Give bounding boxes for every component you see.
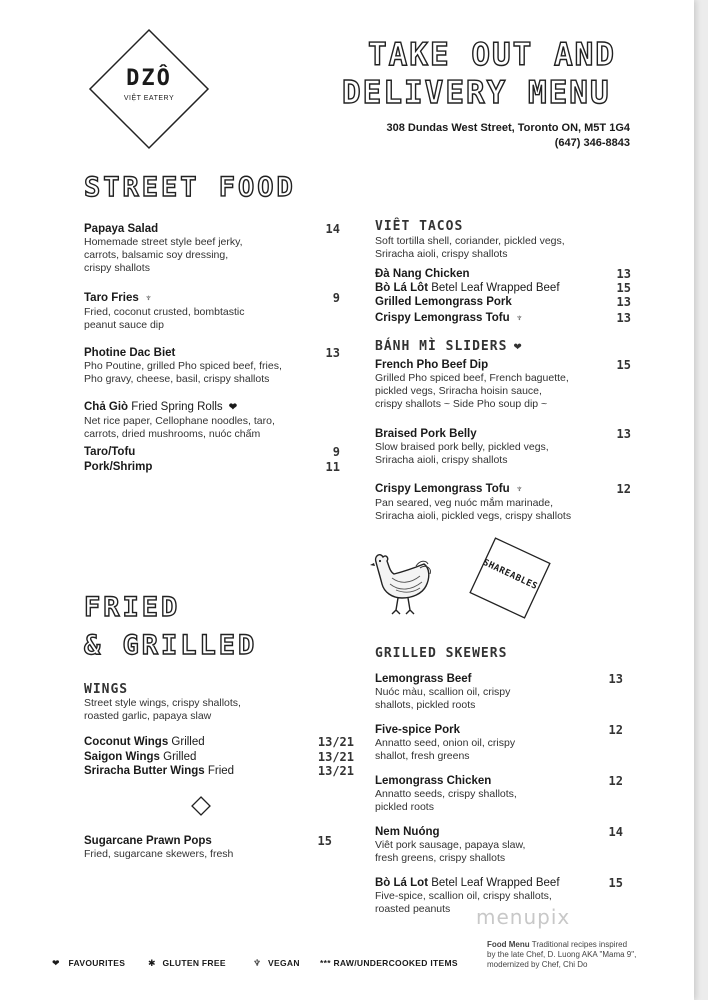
heart-icon: ❤ <box>228 402 238 413</box>
vegan-icon: ♆ <box>144 293 153 304</box>
item-price: 13 <box>616 427 631 441</box>
footnote <box>487 940 657 970</box>
item-name: Pork/Shrimp <box>84 461 153 473</box>
menu-item-lemongrass-tofu-taco <box>375 311 631 326</box>
item-desc: peanut sauce dip <box>84 319 164 331</box>
item-price: 13 <box>616 311 631 325</box>
menu-item-pork-shrimp <box>84 460 340 474</box>
item-desc: carrots, dried mushrooms, nuóc chấm <box>84 428 261 440</box>
footnote-line: by the late Chef, D. Luong AKA "Mama 9", <box>487 950 637 959</box>
item-name-suffix: Fried <box>204 765 235 777</box>
menu-item-lemongrass-beef <box>375 672 623 712</box>
item-desc: Grilled Pho spiced beef, French baguette, <box>375 372 569 384</box>
fried-title-line2: & GRILLED <box>84 630 258 661</box>
item-desc: Pan seared, veg nuóc mắm marinade, <box>375 497 554 509</box>
divider-diamond-icon <box>191 796 211 816</box>
item-price: 11 <box>325 460 340 474</box>
legend-vegan <box>253 958 300 969</box>
heart-icon: ❤ <box>513 342 523 353</box>
logo-tagline: VIỆT EATERY <box>123 95 175 102</box>
banh-mi-title <box>375 339 523 354</box>
item-price: 9 <box>332 445 340 459</box>
menu-item-french-pho-beef-dip <box>375 358 631 411</box>
menu-item-nem-nuong <box>375 825 623 865</box>
item-price: 13 <box>325 346 340 360</box>
item-name-suffix: Betel Leaf Wrapped Beef <box>428 282 560 294</box>
vegan-icon: ♆ <box>515 313 524 324</box>
heart-icon: ❤ <box>52 959 60 969</box>
item-desc: Net rice paper, Cellophane noodles, taro, <box>84 415 275 427</box>
item-name: Đà Nang Chicken <box>375 268 470 280</box>
item-desc: Sriracha aioli, crispy shallots <box>375 454 508 466</box>
logo-name: DZÔ <box>126 66 172 91</box>
item-price: 14 <box>608 825 623 839</box>
leaf-icon: ♆ <box>253 959 262 969</box>
item-price: 9 <box>332 291 340 305</box>
watermark: menupix <box>476 905 571 929</box>
item-price: 13/21 <box>317 735 354 749</box>
item-name: Grilled Lemongrass Pork <box>375 296 512 308</box>
shareables-label: SHAREABLES <box>481 557 539 593</box>
menu-item-sugarcane-prawn-pops <box>84 834 332 861</box>
item-name-suffix: Grilled <box>168 736 205 748</box>
item-price: 13/21 <box>317 764 354 778</box>
item-desc: Annatto seed, onion oil, crispy <box>375 737 516 749</box>
menu-item-braised-pork-belly <box>375 427 631 467</box>
item-desc: shallot, fresh greens <box>375 750 470 762</box>
shareables-badge <box>462 530 558 626</box>
viet-tacos-title: VIÊT TACOS <box>375 219 464 234</box>
banh-mi-title-text: BÁNH MÌ SLIDERS <box>375 339 508 354</box>
menu-item-crispy-lemongrass-tofu-slider <box>375 482 631 523</box>
item-name: Nem Nuóng <box>375 826 440 838</box>
viet-tacos-desc: Soft tortilla shell, coriander, pickled vegs, <box>375 235 565 247</box>
item-price: 13/21 <box>317 750 354 764</box>
street-food-title: STREET FOOD <box>84 172 296 203</box>
item-desc: pickled roots <box>375 801 434 813</box>
item-desc: crispy shallots <box>84 262 150 274</box>
menu-title-line1: TAKE OUT AND <box>368 37 616 73</box>
menu-title-line2: DELIVERY MENU <box>342 75 611 111</box>
legend-gluten-free <box>148 958 226 969</box>
item-name: Taro/Tofu <box>84 446 136 458</box>
item-name: Taro Fries <box>84 292 139 304</box>
item-price: 15 <box>317 834 332 848</box>
menu-item-coconut-wings <box>84 735 354 749</box>
item-name: Chả Giò <box>84 401 129 413</box>
chicken-illustration-icon <box>366 548 436 618</box>
item-name: Papaya Salad <box>84 223 159 235</box>
menu-item-lemongrass-pork-taco <box>375 295 631 309</box>
item-name-suffix: Betel Leaf Wrapped Beef <box>428 877 560 889</box>
item-name-suffix: Fried Spring Rolls <box>128 401 223 413</box>
viet-tacos-desc: Sriracha aioli, crispy shallots <box>375 248 508 260</box>
menu-item-five-spice-pork <box>375 723 623 763</box>
item-desc: shallots, pickled roots <box>375 699 476 711</box>
item-name: Five-spice Pork <box>375 724 461 736</box>
address: 308 Dundas West Street, Toronto ON, M5T 1G4 <box>386 122 630 134</box>
item-price: 13 <box>616 295 631 309</box>
item-desc: carrots, balsamic soy dressing, <box>84 249 229 261</box>
item-desc: Sriracha aioli, pickled vegs, crispy shallots <box>375 510 572 522</box>
vegan-icon: ♆ <box>515 484 524 495</box>
fried-title-line1: FRIED <box>84 592 181 623</box>
legend-label: VEGAN <box>268 958 300 968</box>
item-desc: Viêt pork sausage, papaya slaw, <box>375 839 526 851</box>
item-name: Sriracha Butter Wings <box>84 765 205 777</box>
item-desc: Five-spice, scallion oil, crispy shallots, <box>375 890 552 902</box>
item-price: 14 <box>325 222 340 236</box>
item-desc: Pho Poutine, grilled Pho spiced beef, fries, <box>84 360 282 372</box>
skewers-title: GRILLED SKEWERS <box>375 646 508 661</box>
item-desc: Nuóc màu, scallion oil, crispy <box>375 686 511 698</box>
item-name: Sugarcane Prawn Pops <box>84 835 212 847</box>
item-name: Coconut Wings <box>84 736 169 748</box>
menu-item-lemongrass-chicken <box>375 774 623 814</box>
item-desc: fresh greens, crispy shallots <box>375 852 506 864</box>
item-price: 15 <box>616 358 631 372</box>
item-name: Crispy Lemongrass Tofu <box>375 483 510 495</box>
wheat-icon: ✱ <box>148 959 156 969</box>
item-name: Crispy Lemongrass Tofu <box>375 312 510 324</box>
item-name: Lemongrass Beef <box>375 673 472 685</box>
item-desc: Fried, sugarcane skewers, fresh <box>84 848 234 860</box>
item-name: Braised Pork Belly <box>375 428 477 440</box>
menu-item-taro-fries <box>84 291 340 332</box>
footnote-line: Traditional recipes inspired <box>529 940 628 949</box>
item-price: 12 <box>608 774 623 788</box>
menu-item-papaya-salad <box>84 222 340 275</box>
phone: (647) 346-8843 <box>554 137 630 149</box>
logo <box>88 28 210 150</box>
wings-desc: roasted garlic, papaya slaw <box>84 710 212 722</box>
item-name: Lemongrass Chicken <box>375 775 492 787</box>
item-price: 15 <box>608 876 623 890</box>
menu-item-photine <box>84 346 340 386</box>
item-name: Photine Dac Biet <box>84 347 176 359</box>
footnote-line: modernized by Chef, Chi Do <box>487 960 588 969</box>
item-price: 13 <box>608 672 623 686</box>
footnote-bold: Food Menu <box>487 940 530 949</box>
item-desc: Fried, coconut crusted, bombtastic <box>84 306 245 318</box>
legend-label: GLUTEN FREE <box>162 958 226 968</box>
item-name: Bò Lá Lôt <box>375 282 429 294</box>
item-desc: Annatto seeds, crispy shallots, <box>375 788 517 800</box>
wings-title: WINGS <box>84 682 129 697</box>
item-desc: Pho gravy, cheese, basil, crispy shallots <box>84 373 270 385</box>
legend-raw: *** RAW/UNDERCOOKED ITEMS <box>320 958 458 968</box>
legend-favourites <box>52 958 125 969</box>
menu-item-taro-tofu <box>84 445 340 459</box>
menu-item-sriracha-butter-wings <box>84 764 354 778</box>
item-price: 13 <box>616 267 631 281</box>
item-desc: Slow braised pork belly, pickled vegs, <box>375 441 549 453</box>
item-name: Saigon Wings <box>84 751 160 763</box>
menu-item-cha-gio <box>84 400 340 441</box>
item-desc: roasted peanuts <box>375 903 451 915</box>
item-name-suffix: Grilled <box>159 751 197 763</box>
item-price: 12 <box>616 482 631 496</box>
item-desc: pickled vegs, Sriracha hoisin sauce, <box>375 385 542 397</box>
menu-item-da-nang-chicken <box>375 267 631 281</box>
item-desc: Homemade street style beef jerky, <box>84 236 243 248</box>
wings-desc: Street style wings, crispy shallots, <box>84 697 241 709</box>
legend-label: FAVOURITES <box>68 958 126 968</box>
menu-item-bo-la-lot-taco <box>375 281 631 295</box>
item-desc: crispy shallots ~ Side Pho soup dip ~ <box>375 398 548 410</box>
item-name: French Pho Beef Dip <box>375 359 489 371</box>
item-name: Bò Lá Lot <box>375 877 429 889</box>
item-price: 12 <box>608 723 623 737</box>
menu-item-saigon-wings <box>84 750 354 764</box>
item-price: 15 <box>616 281 631 295</box>
